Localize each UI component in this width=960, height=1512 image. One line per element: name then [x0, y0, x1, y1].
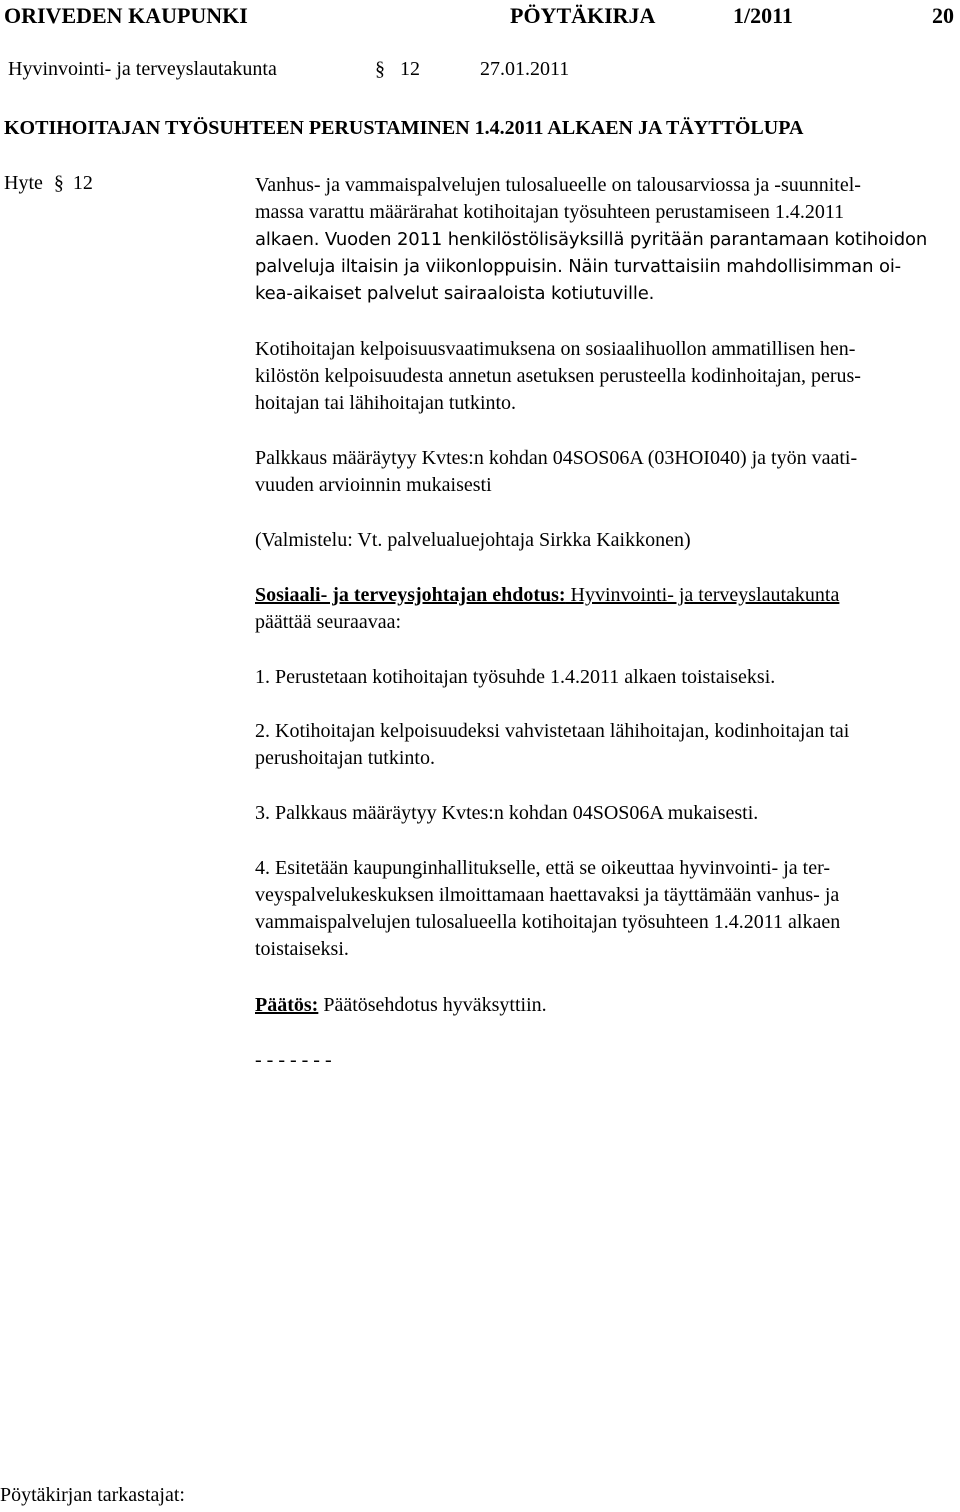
list-item-line: vammaispalvelujen tulosalueella kotihoitajan työsuhteen 1.4.2011 alkaen	[255, 911, 841, 933]
committee-name: Hyvinvointi- ja terveyslautakunta	[8, 58, 277, 80]
paragraph-qualification	[255, 336, 958, 417]
text-line: alkaen. Vuoden 2011 henkilöstölisäyksillä pyritään parantamaan kotihoidon	[255, 229, 928, 250]
text-line: Kotihoitajan kelpoisuusvaatimuksena on sosiaalihuollon ammatillisen hen-	[255, 338, 856, 360]
document-title: KOTIHOITAJAN TYÖSUHTEEN PERUSTAMINEN 1.4.2011 ALKAEN JA TÄYTTÖLUPA	[4, 117, 804, 139]
text-line: vuuden arvioinnin mukaisesti	[255, 474, 492, 496]
doc-number: 1/2011	[733, 3, 793, 28]
doc-type: PÖYTÄKIRJA	[510, 3, 656, 28]
text-line: kea-aikaiset palvelut sairaaloista kotiutuville.	[255, 283, 655, 304]
list-item-line: veyspalvelukeskuksen ilmoittamaan haettavaksi ja täyttämään vanhus- ja	[255, 884, 840, 906]
section-number: 12	[400, 58, 420, 80]
text-line: palveluja iltaisin ja viikonloppuisin. Näin turvattaisiin mahdollisimman oi-	[255, 256, 902, 277]
section-ref	[4, 172, 93, 195]
proposal-text: Hyvinvointi- ja terveyslautakunta	[565, 584, 840, 606]
section-ref-number: 12	[72, 172, 93, 194]
paragraph-budget	[255, 172, 958, 307]
text-line: Vanhus- ja vammaispalvelujen tulosalueelle on talousarviossa ja -suunnitel-	[255, 174, 861, 196]
text-line: Palkkaus määräytyy Kvtes:n kohdan 04SOS06A (03HOI040) ja työn vaati-	[255, 447, 858, 469]
list-item-line: 3. Palkkaus määräytyy Kvtes:n kohdan 04SOS06A mukaisesti.	[255, 802, 759, 824]
list-item-line: toistaiseksi.	[255, 938, 349, 960]
list-item-line: 4. Esitetään kaupunginhallitukselle, että se oikeuttaa hyvinvointi- ja ter-	[255, 857, 830, 879]
decision-text: Päätösehdotus hyväksyttiin.	[318, 994, 547, 1016]
section-ref-symbol: §	[53, 172, 64, 194]
list-item-line: 2. Kotihoitajan kelpoisuudeksi vahvistetaan lähihoitajan, kodinhoitajan tai	[255, 720, 850, 742]
text-line: hoitajan tai lähihoitajan tutkinto.	[255, 392, 517, 414]
org-name: ORIVEDEN KAUPUNKI	[4, 3, 248, 28]
text-line: kilöstön kelpoisuudesta annetun asetuksen perusteella kodinhoitajan, perus-	[255, 365, 861, 387]
proposal	[255, 582, 958, 636]
section-symbol: §	[375, 58, 385, 80]
section-ref-label: Hyte	[4, 172, 43, 194]
paragraph-salary	[255, 445, 958, 499]
list-item-4	[255, 855, 840, 963]
page-number: 20	[932, 3, 954, 28]
decision	[255, 992, 547, 1019]
proposal-text-line2: päättää seuraavaa:	[255, 611, 402, 633]
prepared-by-text: (Valmistelu: Vt. palvelualuejohtaja Sirkka Kaikkonen)	[255, 529, 691, 551]
text-line: massa varattu määrärahat kotihoitajan työsuhteen perustamiseen 1.4.2011	[255, 201, 845, 223]
list-item-line: 1. Perustetaan kotihoitajan työsuhde 1.4.2011 alkaen toistaiseksi.	[255, 666, 776, 688]
list-item-3	[255, 800, 758, 827]
meeting-date: 27.01.2011	[480, 58, 570, 80]
list-item-1	[255, 664, 775, 691]
prepared-by	[255, 527, 958, 554]
list-item-2	[255, 718, 849, 772]
separator: - - - - - - -	[255, 1049, 332, 1071]
decision-label: Päätös:	[255, 994, 319, 1016]
proposal-label: Sosiaali- ja terveysjohtajan ehdotus:	[255, 584, 566, 606]
list-item-line: perushoitajan tutkinto.	[255, 747, 435, 769]
footer-reviewers: Pöytäkirjan tarkastajat:	[0, 1484, 185, 1506]
